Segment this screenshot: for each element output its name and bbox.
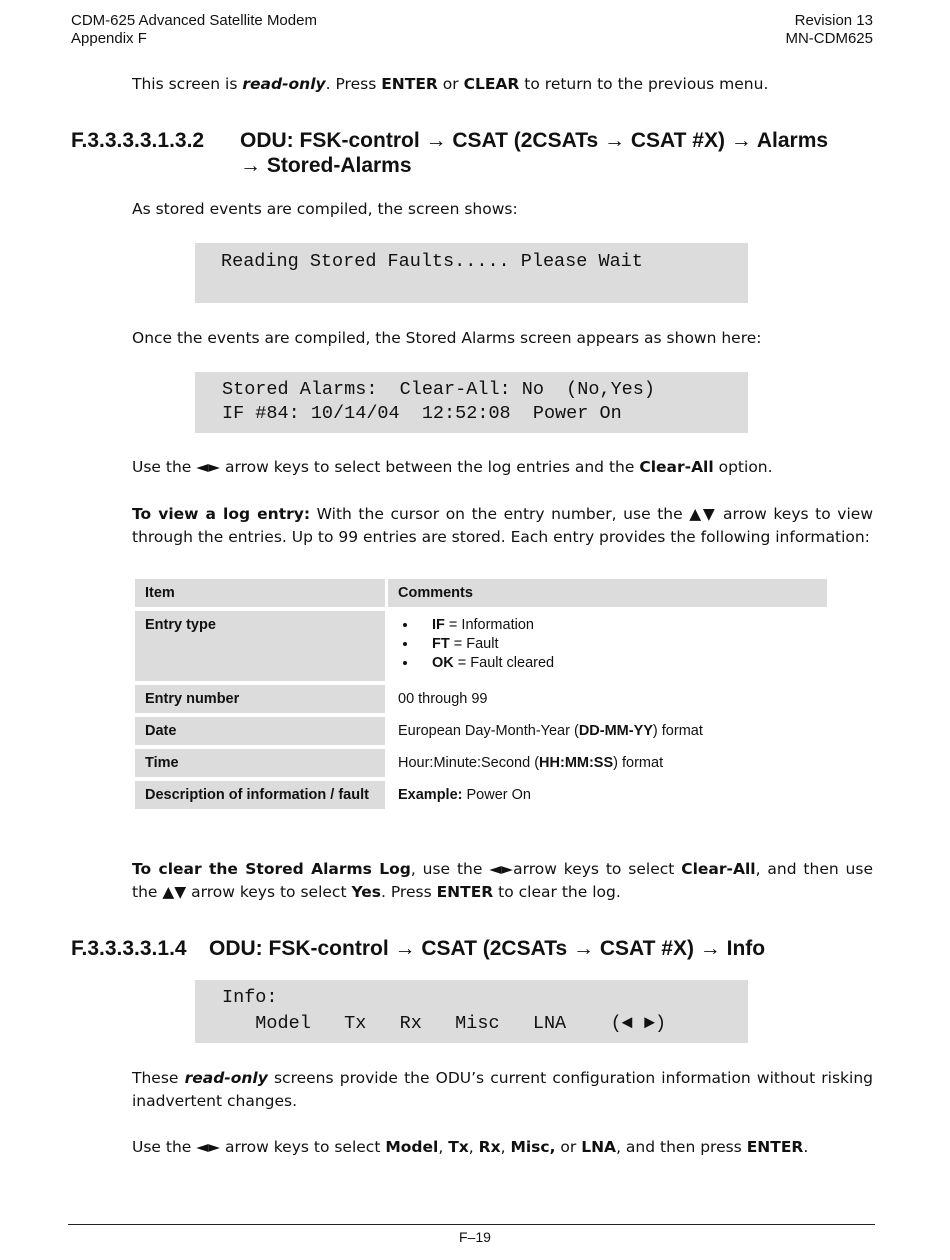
table-row [135, 717, 827, 745]
table-header-row [135, 579, 827, 607]
table-row [135, 685, 827, 713]
table-cell-item: Entry number [135, 685, 385, 713]
document-header-right [785, 12, 873, 48]
lcd-line: IF #84: 10/14/04 12:52:08 Power On [222, 403, 622, 424]
lcd-line: Reading Stored Faults..... Please Wait [221, 251, 643, 272]
paragraph-view-log: To view a log entry: With the cursor on the entry number, use the ▲▼ arrow keys to view through the entries. Up to 99 entries are stored. Each entry provides the following information: [132, 505, 873, 546]
lcd-screen-stored-alarms [195, 372, 748, 433]
intro-paragraph: This screen is read-only. Press ENTER or CLEAR to return to the previous menu. [132, 75, 769, 93]
table-row [135, 611, 827, 681]
entry-type-list [398, 617, 817, 671]
list-item: • IF = Information [418, 617, 817, 633]
table-cell-item: Entry type [135, 611, 385, 681]
table-cell-item: Date [135, 717, 385, 745]
document-header-left [71, 12, 317, 48]
list-item: • FT = Fault [418, 636, 817, 652]
lcd-screen-reading [195, 243, 748, 303]
table-cell-comment: 00 through 99 [398, 691, 488, 707]
lcd-line: Info: [222, 987, 278, 1008]
paragraph-arrow-keys: Use the ◄► arrow keys to select between the log entries and the Clear-All option. [132, 458, 773, 476]
section-number: F.3.3.3.3.1.3.2 [71, 129, 205, 152]
table-header-item: Item [135, 579, 385, 607]
table-cell-item: Time [135, 749, 385, 777]
header-appendix: Appendix F [71, 30, 147, 47]
paragraph-select-info: Use the ◄► arrow keys to select Model, Tx, Rx, Misc, or LNA, and then press ENTER. [132, 1138, 809, 1156]
table-cell-comment: European Day-Month-Year (DD-MM-YY) format [398, 723, 703, 739]
lcd-screen-info [195, 980, 748, 1043]
paragraph-compiling: As stored events are compiled, the screen shows: [132, 200, 518, 218]
section-number: F.3.3.3.3.1.4 [71, 937, 187, 960]
table-cell-comment: Hour:Minute:Second (HH:MM:SS) format [398, 755, 664, 771]
table-cell-comment [388, 611, 827, 681]
table-cell-comment: Example: Power On [398, 787, 531, 803]
table-row [135, 749, 827, 777]
section-title: ODU: FSK-control → CSAT (2CSATs → CSAT #X) → Info [209, 937, 766, 960]
table-header-comments: Comments [388, 579, 827, 607]
list-item: • OK = Fault cleared [418, 655, 817, 671]
header-revision: Revision 13 [794, 12, 873, 29]
header-product-title: CDM-625 Advanced Satellite Modem [71, 12, 317, 29]
table-cell-item: Description of information / fault [135, 781, 385, 809]
page-number: F–19 [459, 1229, 491, 1245]
paragraph-read-only: These read-only screens provide the ODU’s current configuration information without risking inadvertent changes. [132, 1069, 874, 1110]
lcd-line: Stored Alarms: Clear-All: No (No,Yes) [222, 379, 655, 400]
entry-info-table [132, 575, 830, 813]
section-title: ODU: FSK-control → CSAT (2CSATs → CSAT #X) → Alarms → Stored-Alarms [240, 129, 829, 177]
table-row [135, 781, 827, 809]
lcd-line: Model Tx Rx Misc LNA (◄ ►) [222, 1013, 667, 1034]
header-doc-number: MN-CDM625 [785, 30, 873, 47]
paragraph-clear-log: To clear the Stored Alarms Log, use the ◄►arrow keys to select Clear-All, and then use the ▲▼ arrow keys to select Yes. Press ENTER to clear the log. [132, 860, 873, 901]
paragraph-compiled: Once the events are compiled, the Stored Alarms screen appears as shown here: [132, 329, 762, 347]
footer-rule [68, 1224, 875, 1225]
